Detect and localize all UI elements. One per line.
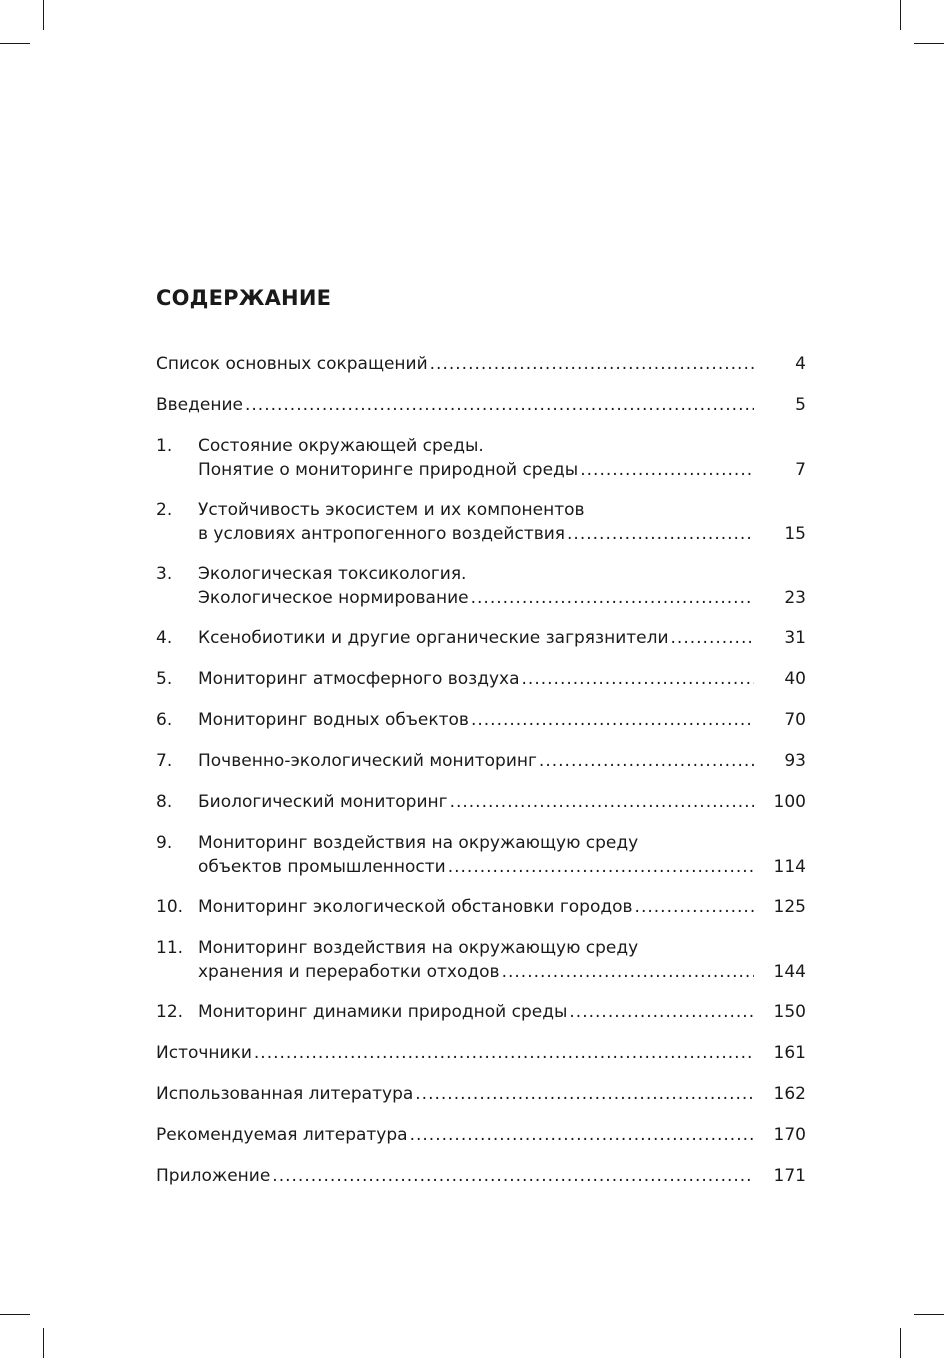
toc-entry xyxy=(156,708,806,732)
toc-entry-title-line: Список основных сокращений xyxy=(156,354,428,374)
toc-entry-title-line: Устойчивость экосистем и их компонентов xyxy=(198,500,585,520)
toc-entry-title-line: Понятие о мониторинге природной среды xyxy=(198,460,579,480)
toc-entry-title-line: Рекомендуемая литература xyxy=(156,1125,408,1145)
toc-page-number: 7 xyxy=(795,460,806,480)
toc-page-number: 93 xyxy=(784,751,806,771)
toc-entry-number: 3. xyxy=(156,564,173,584)
toc-page-number: 15 xyxy=(784,524,806,544)
toc-entry xyxy=(156,667,806,691)
toc-entry xyxy=(156,831,806,879)
toc-entry-number: 12. xyxy=(156,1002,184,1022)
dot-leader xyxy=(635,895,754,919)
toc-entry-number: 4. xyxy=(156,628,173,648)
toc-entry-title-line: Экологическое нормирование xyxy=(198,588,469,608)
toc-entry xyxy=(156,895,806,919)
toc-entry-number: 7. xyxy=(156,751,173,771)
toc-entry-title-line: Использованная литература xyxy=(156,1084,414,1104)
toc-page-number: 162 xyxy=(773,1084,806,1104)
toc-entry-title-line: Мониторинг экологической обстановки городов xyxy=(198,897,633,917)
toc-entry xyxy=(156,790,806,814)
dot-leader xyxy=(580,458,754,482)
toc-entry xyxy=(156,1164,806,1188)
toc-entry xyxy=(156,562,806,610)
toc-page-number: 40 xyxy=(784,669,806,689)
dot-leader xyxy=(430,352,754,376)
toc-entry-title-line: Экологическая токсикология. xyxy=(198,564,467,584)
toc-entry xyxy=(156,1000,806,1024)
toc-entry-title-line: Состояние окружающей среды. xyxy=(198,436,484,456)
toc-entry-number: 11. xyxy=(156,938,184,958)
dot-leader xyxy=(567,522,754,546)
toc-entry-number: 10. xyxy=(156,897,184,917)
toc-page-number: 31 xyxy=(784,628,806,648)
toc-entry-title-line: Ксенобиотики и другие органические загрязнители xyxy=(198,628,669,648)
toc-entry xyxy=(156,936,806,984)
toc-entry-number: 9. xyxy=(156,833,173,853)
toc-entry-number: 5. xyxy=(156,669,173,689)
dot-leader xyxy=(448,855,754,879)
toc-entry xyxy=(156,749,806,773)
dot-leader xyxy=(415,1082,754,1106)
dot-leader xyxy=(539,749,754,773)
dot-leader xyxy=(671,626,754,650)
toc-page-number: 170 xyxy=(773,1125,806,1145)
toc-entry-title-line: Мониторинг водных объектов xyxy=(198,710,469,730)
toc-entry-title-line: Биологический мониторинг xyxy=(198,792,448,812)
toc-page-number: 144 xyxy=(773,962,806,982)
toc-page-number: 4 xyxy=(795,354,806,374)
crop-mark xyxy=(0,43,30,44)
toc-entry-title-line: хранения и переработки отходов xyxy=(198,962,500,982)
toc-entry xyxy=(156,1082,806,1106)
toc-entry-title-line: Источники xyxy=(156,1043,252,1063)
crop-mark xyxy=(0,1314,30,1315)
toc-entry xyxy=(156,626,806,650)
crop-mark xyxy=(914,43,944,44)
toc-page-number: 23 xyxy=(784,588,806,608)
crop-mark xyxy=(900,0,901,30)
toc-entry-title-line: Приложение xyxy=(156,1166,271,1186)
toc-entry-title-line: объектов промышленности xyxy=(198,857,446,877)
dot-leader xyxy=(254,1041,754,1065)
table-of-contents xyxy=(156,352,806,1205)
crop-mark xyxy=(900,1328,901,1358)
toc-entry xyxy=(156,1123,806,1147)
toc-page-number: 161 xyxy=(773,1043,806,1063)
toc-entry xyxy=(156,434,806,482)
toc-entry xyxy=(156,393,806,417)
toc-entry-number: 8. xyxy=(156,792,173,812)
crop-mark xyxy=(914,1314,944,1315)
dot-leader xyxy=(272,1164,754,1188)
toc-entry-title-line: Мониторинг атмосферного воздуха xyxy=(198,669,520,689)
toc-page-number: 100 xyxy=(773,792,806,812)
toc-page-number: 171 xyxy=(773,1166,806,1186)
toc-page-number: 5 xyxy=(795,395,806,415)
dot-leader xyxy=(471,708,754,732)
toc-entry-title-line: Мониторинг воздействия на окружающую среду xyxy=(198,833,639,853)
toc-entry-title-line: в условиях антропогенного воздействия xyxy=(198,524,566,544)
toc-entry-title-line: Введение xyxy=(156,395,243,415)
dot-leader xyxy=(502,960,754,984)
toc-page-number: 114 xyxy=(773,857,806,877)
dot-leader xyxy=(569,1000,754,1024)
toc-page-number: 150 xyxy=(773,1002,806,1022)
dot-leader xyxy=(450,790,754,814)
toc-entry-number: 6. xyxy=(156,710,173,730)
toc-entry xyxy=(156,1041,806,1065)
toc-page-number: 70 xyxy=(784,710,806,730)
dot-leader xyxy=(245,393,754,417)
toc-entry-number: 2. xyxy=(156,500,173,520)
dot-leader xyxy=(522,667,754,691)
toc-entry xyxy=(156,498,806,546)
crop-mark xyxy=(43,1328,44,1358)
page-title: СОДЕРЖАНИЕ xyxy=(156,286,332,310)
toc-page-number: 125 xyxy=(773,897,806,917)
toc-entry-title-line: Мониторинг воздействия на окружающую среду xyxy=(198,938,639,958)
toc-entry-title-line: Мониторинг динамики природной среды xyxy=(198,1002,568,1022)
toc-entry xyxy=(156,352,806,376)
toc-entry-number: 1. xyxy=(156,436,173,456)
dot-leader xyxy=(410,1123,754,1147)
dot-leader xyxy=(471,586,754,610)
crop-mark xyxy=(43,0,44,30)
toc-entry-title-line: Почвенно-экологический мониторинг xyxy=(198,751,537,771)
